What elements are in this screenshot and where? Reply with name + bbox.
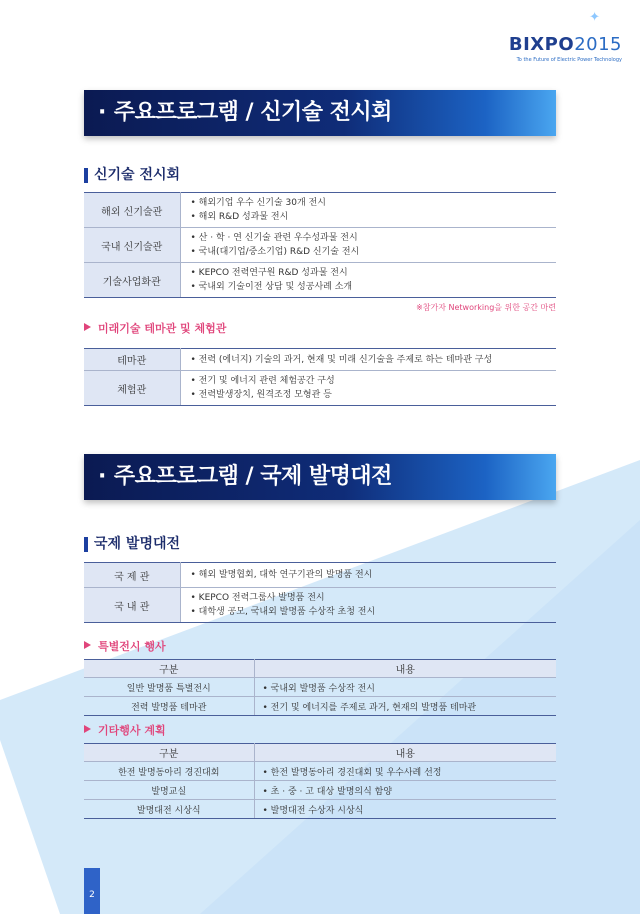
table-cell: • 국내외 발명품 수상작 전시 [254,678,556,697]
row-label: 국내 신기술관 [84,228,180,263]
row-item: • 국내외 기술이전 상담 및 성공사례 소개 [190,282,353,292]
table-row [84,678,556,697]
banner-title: 주요프로그램 / 신기술 전시회 [113,100,392,125]
table-row [84,800,556,819]
row-item: • 전기 및 에너지 관련 체험공간 구성 [190,376,335,386]
bullet-dot: · [98,464,106,489]
table-cell: 발명교실 [84,781,254,800]
triangle-bullet-icon [84,725,91,733]
row-item: • 국내(대기업/중소기업) R&D 신기술 전시 [190,247,360,257]
sparkle-icon: ✦ [589,10,600,25]
networking-note: ※참가자 Networking을 위한 공간 마련 [416,303,556,312]
table-row [84,781,556,800]
row-item: • 해외 R&D 성과물 전시 [190,212,289,222]
row-label: 체험관 [84,371,180,406]
section-banner-invention [84,454,556,500]
row-label: 기술사업화관 [84,263,180,298]
table-cell: 전력 발명품 테마관 [84,697,254,716]
row-label: 국 제 관 [84,563,180,588]
table-row [84,349,556,371]
row-item: • 전력 (에너지) 기술의 과거, 현재 및 미래 신기술을 주제로 하는 테마관 구성 [190,354,493,365]
bixpo-logo [502,10,622,63]
triangle-bullet-icon [84,641,91,649]
triangle-bullet-icon [84,323,91,331]
logo-tagline: To the Future of Electric Power Technology [516,57,622,63]
row-item: • 해외 발명협회, 대학 연구기관의 발명품 전시 [190,570,373,580]
table-header-row [84,744,556,762]
bullet-dot: · [98,100,106,125]
subhead-future-tech: 미래기술 테마관 및 체험관 [84,322,226,336]
table-cell: • 발명대전 수상자 시상식 [254,800,556,819]
column-header: 내용 [254,660,556,678]
row-item: • 산 · 학 · 연 신기술 관련 우수성과물 전시 [190,233,358,243]
future-tech-table [84,348,556,406]
row-item: • KEPCO 전력연구원 R&D 성과물 전시 [190,268,348,278]
column-header: 구분 [84,744,254,762]
subhead-special-exhibit: 특별전시 행사 [84,640,166,654]
page-number: 2 [84,868,100,914]
section-banner-new-tech [84,90,556,136]
row-item: • 대학생 공모, 국내외 발명품 수상작 초청 전시 [190,607,376,617]
table-cell: 발명대전 시상식 [84,800,254,819]
other-events-table [84,743,556,819]
table-header-row [84,660,556,678]
row-label: 테마관 [84,349,180,371]
table-row [84,697,556,716]
subhead-other-events: 기타행사 계획 [84,724,166,738]
invention-table [84,562,556,623]
table-row [84,588,556,623]
table-cell: • 전기 및 에너지를 주제로 과거, 현재의 발명품 테마관 [254,697,556,716]
column-header: 내용 [254,744,556,762]
table-row [84,563,556,588]
table-cell: 일반 발명품 특별전시 [84,678,254,697]
table-row [84,193,556,228]
table-cell: • 한전 발명동아리 경진대회 및 우수사례 선정 [254,762,556,781]
special-exhibit-table [84,659,556,716]
logo-year: 2015 [574,34,622,55]
table-row [84,762,556,781]
logo-brand: BIXPO [508,34,575,55]
new-tech-table [84,192,556,298]
row-item: • KEPCO 전력그룹사 발명품 전시 [190,593,325,603]
subhead-invention: 국제 발명대전 [84,537,180,552]
row-label: 국 내 관 [84,588,180,623]
table-row [84,371,556,406]
table-cell: 한전 발명동아리 경진대회 [84,762,254,781]
table-row [84,228,556,263]
table-row [84,263,556,298]
row-item: • 해외기업 우수 신기술 30개 전시 [190,198,326,208]
column-header: 구분 [84,660,254,678]
subhead-new-tech: 신기술 전시회 [84,168,180,183]
row-item: • 전력발생장치, 원격조정 모형관 등 [190,390,332,400]
row-label: 해외 신기술관 [84,193,180,228]
table-cell: • 초 · 중 · 고 대상 발명의식 함양 [254,781,556,800]
banner-title: 주요프로그램 / 국제 발명대전 [113,464,392,489]
